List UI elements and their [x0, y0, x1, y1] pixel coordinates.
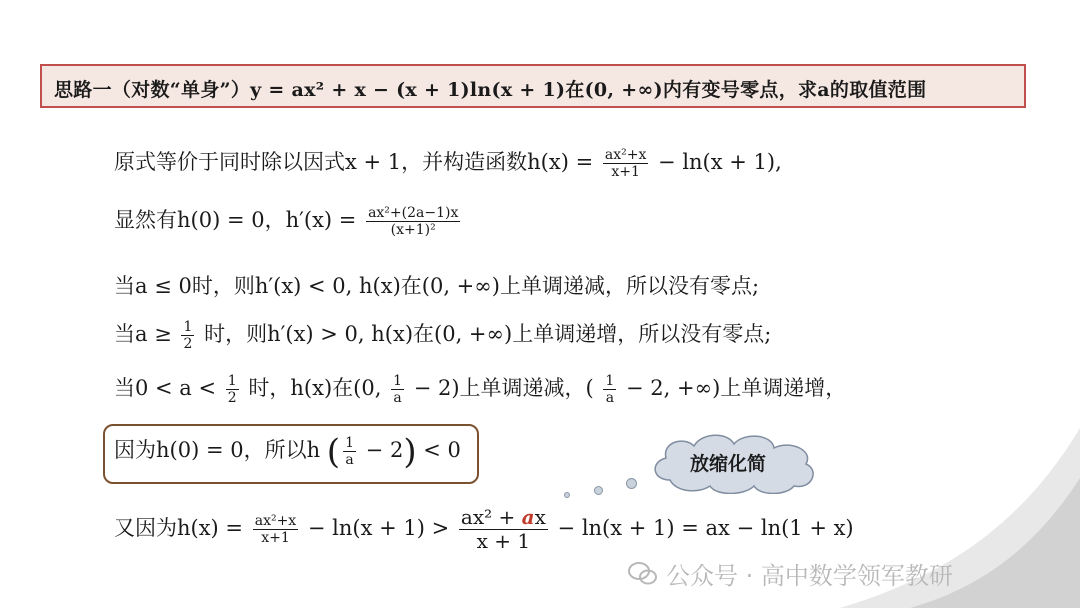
fraction: $\frac{\text{ax²+x}}{x+1}$ — [254, 512, 297, 546]
watermark: 公众号 · 高中数学领军教研 — [628, 556, 953, 591]
line-h-value-negative: 因为h(0) = 0，所以h ( $\frac{1}{a}$ − 2) < 0 — [114, 431, 461, 472]
line-case-a-nonpositive: 当a ≤ 0时，则h′(x) < 0, h(x)在(0, +∞)上单调递减，所以没有零点; — [114, 274, 760, 298]
line-scaling-inequality: 又因为h(x) = $\frac{\text{ax²+x}}{x+1}$ − ln(x + 1) > $\frac{\text{ax² + ax}}{x + 1}$ − ln(x + 1) = ax − ln(1 + x) — [114, 505, 854, 553]
fraction: $\frac{\text{ax²+x}}{x+1}$ — [604, 146, 647, 180]
problem-title: 思路一（对数“单身”）y = ax² + x − (x + 1)ln(x + 1)在(0, +∞)内有变号零点，求a的取值范围 — [54, 79, 927, 101]
highlighted-a: a — [521, 505, 535, 529]
thought-dot — [564, 492, 570, 498]
fraction: $\frac{1}{a}$ — [345, 434, 354, 468]
wechat-icon — [628, 561, 658, 587]
thought-dot — [626, 478, 637, 489]
right-paren: ) — [403, 431, 417, 472]
left-paren: ( — [326, 431, 341, 472]
cloud-label: 放缩化简 — [690, 453, 767, 475]
title-banner — [40, 64, 1026, 108]
line-equivalent-form: 原式等价于同时除以因式x + 1，并构造函数h(x) = $\frac{\text{ax²+x}}{x+1}$ − ln(x + 1), — [114, 146, 782, 180]
fraction: $\frac{1}{2}$ — [183, 318, 193, 352]
fraction-large: $\frac{\text{ax² + ax}}{x + 1}$ — [460, 505, 546, 553]
fraction: $\frac{1}{2}$ — [227, 372, 237, 406]
line-case-a-between: 当0 < a < $\frac{1}{2}$ 时，h(x)在(0, $\frac{1}{a}$ − 2)上单调递减，( $\frac{1}{a}$ − 2, +∞)上单调递增， — [114, 372, 847, 406]
fraction: $\frac{1}{a}$ — [393, 372, 402, 406]
fraction: $\frac{1}{a}$ — [605, 372, 615, 406]
fraction: $\frac{\text{ax²+(2a−1)x}}{\text{(x+1)²}}$ — [368, 204, 459, 238]
line-derivative: 显然有h(0) = 0，h′(x) = $\frac{\text{ax²+(2a−1)x}}{\text{(x+1)²}}$ — [114, 204, 459, 238]
line-case-a-ge-half: 当a ≥ $\frac{1}{2}$ 时，则h′(x) > 0, h(x)在(0, +∞)上单调递增，所以没有零点; — [114, 318, 772, 352]
thought-dot — [594, 486, 603, 495]
